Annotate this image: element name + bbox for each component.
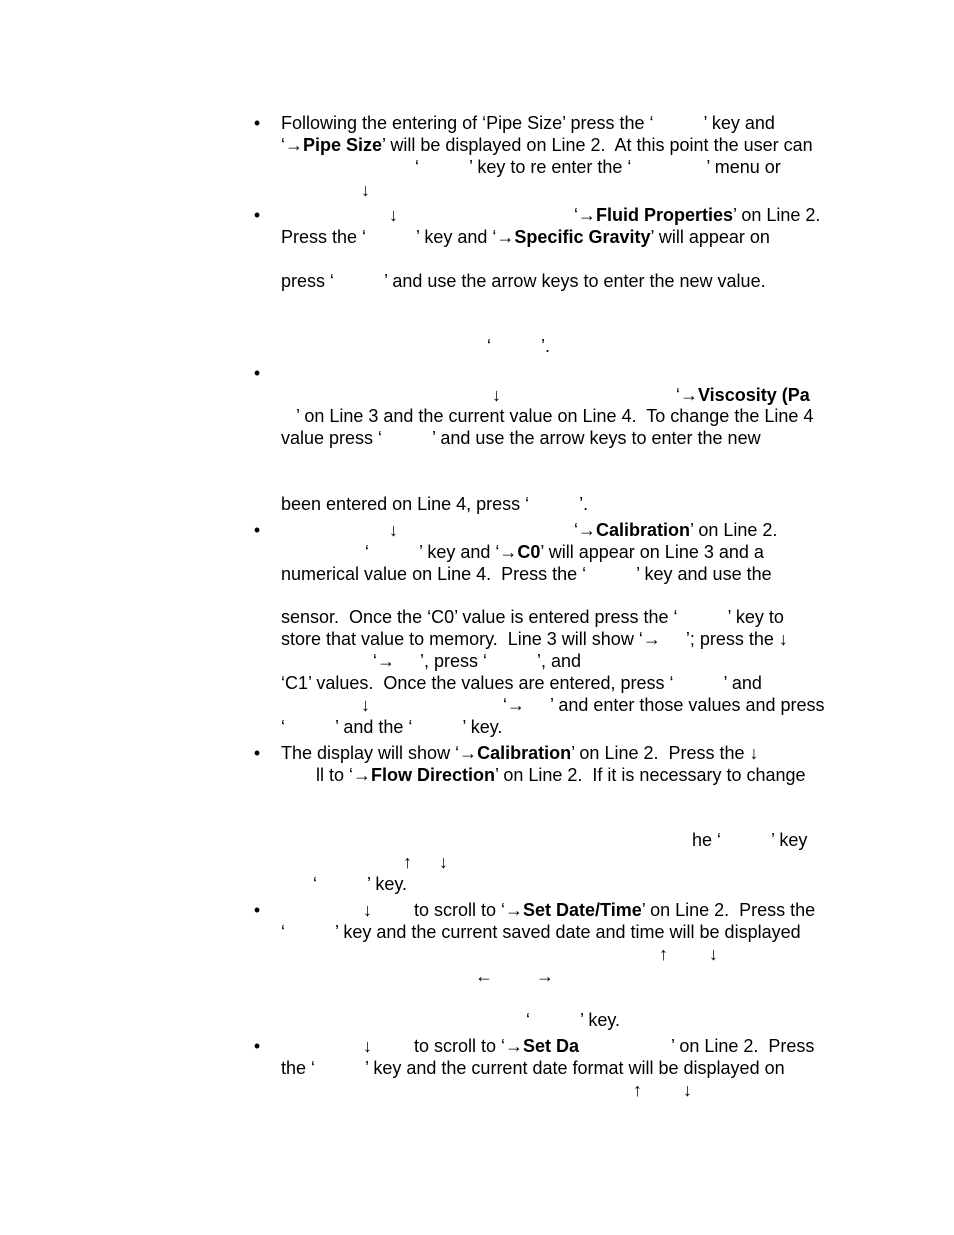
text-line: ’ on Line 2. Press xyxy=(671,1036,815,1056)
text-line: ‘ ’ key. xyxy=(526,1010,621,1030)
bullet: • xyxy=(253,520,261,540)
text-line: ‘→Calibration’ on Line 2. xyxy=(574,520,778,540)
text-line: ‘C1’ values. Once the values are entered, press ‘ ’ and xyxy=(281,673,762,693)
text-line: ‘→Pipe Size’ will be displayed on Line 2. At this point the user can xyxy=(281,135,813,155)
text-line: Press the ‘ ’ key and ‘→Specific Gravity’ will appear on xyxy=(281,227,770,247)
bullet: • xyxy=(253,113,261,133)
arrow-glyph: ↓ xyxy=(439,852,448,872)
arrow-glyph: ↓ xyxy=(389,520,398,540)
menu-name: Calibration xyxy=(596,520,691,540)
text-line: numerical value on Line 4. Press the ‘ ’ key and use the xyxy=(281,564,772,584)
bullet: • xyxy=(253,900,261,920)
text-line: value press ‘ ’ and use the arrow keys to enter the new xyxy=(281,428,761,448)
arrow-glyph: ↓ xyxy=(363,1036,372,1056)
arrow-glyph: → xyxy=(536,966,554,986)
arrow-glyph: ← xyxy=(475,966,493,986)
text-line: store that value to memory. Line 3 will show ‘→ ’; press the ↓ xyxy=(281,629,788,649)
text-line: been entered on Line 4, press ‘ ’. xyxy=(281,494,589,514)
text-line: sensor. Once the ‘C0’ value is entered press the ‘ ’ key to xyxy=(281,607,784,627)
arrow-glyph: ↓ xyxy=(492,385,501,405)
bullet: • xyxy=(253,743,261,763)
text-line: ‘ ’ key and ‘→C0’ will appear on Line 3 and a xyxy=(365,542,764,562)
text-line: ‘ ’. xyxy=(487,336,551,356)
arrow-glyph: ↓ xyxy=(363,900,372,920)
text-line: ’ on Line 3 and the current value on Line 4. To change the Line 4 xyxy=(296,406,814,426)
text-line: ‘→ ’, press ‘ ’, and xyxy=(373,651,582,671)
arrow-glyph: ↑ xyxy=(403,852,412,872)
arrow-glyph: ↓ xyxy=(389,205,398,225)
text-line: ‘ ’ key. xyxy=(313,874,408,894)
arrow-glyph: ↑ xyxy=(633,1080,642,1100)
menu-name: Flow Direction xyxy=(371,765,496,785)
menu-name: Pipe Size xyxy=(303,135,383,155)
text-line: ‘ ’ key and the current saved date and time will be displayed xyxy=(281,922,801,942)
text-line: Following the entering of ‘Pipe Size’ press the ‘ ’ key and xyxy=(281,113,775,133)
text-line: ‘ ’ and the ‘ ’ key. xyxy=(281,717,503,737)
text-line: to scroll to ‘→Set Date/Time’ on Line 2. Press the xyxy=(414,900,816,920)
arrow-glyph: ↑ xyxy=(659,944,668,964)
text-line: ‘→Fluid Properties’ on Line 2. xyxy=(574,205,821,225)
arrow-glyph: ↓ xyxy=(709,944,718,964)
menu-name: Fluid Properties xyxy=(596,205,734,225)
text-line: ‘→ ’ and enter those values and press xyxy=(503,695,825,715)
text-line: to scroll to ‘→Set Da xyxy=(414,1036,580,1056)
menu-name: Calibration xyxy=(477,743,572,763)
arrow-glyph: ↓ xyxy=(361,180,370,200)
menu-name: Viscosity (Pa xyxy=(698,385,810,405)
arrow-glyph: ↓ xyxy=(683,1080,692,1100)
text-line: ‘→Viscosity (Pa xyxy=(676,385,810,405)
menu-name: Set Date/Time xyxy=(523,900,642,920)
text-line: The display will show ‘→Calibration’ on Line 2. Press the ↓ xyxy=(281,743,759,763)
text-line: he ‘ ’ key xyxy=(692,830,808,850)
menu-name: Set Da xyxy=(523,1036,580,1056)
arrow-glyph: ↓ xyxy=(361,695,370,715)
text-line: the ‘ ’ key and the current date format will be displayed on xyxy=(281,1058,785,1078)
menu-name: Specific Gravity xyxy=(514,227,651,247)
bullet: • xyxy=(253,205,261,225)
text-line: press ‘ ’ and use the arrow keys to enter the new value. xyxy=(281,271,766,291)
bullet: • xyxy=(253,1036,261,1056)
text-line: ‘ ’ key to re enter the ‘ ’ menu or xyxy=(415,157,781,177)
menu-name: C0 xyxy=(517,542,541,562)
bullet: • xyxy=(253,363,261,383)
text-line: ll to ‘→Flow Direction’ on Line 2. If it is necessary to change xyxy=(316,765,806,785)
